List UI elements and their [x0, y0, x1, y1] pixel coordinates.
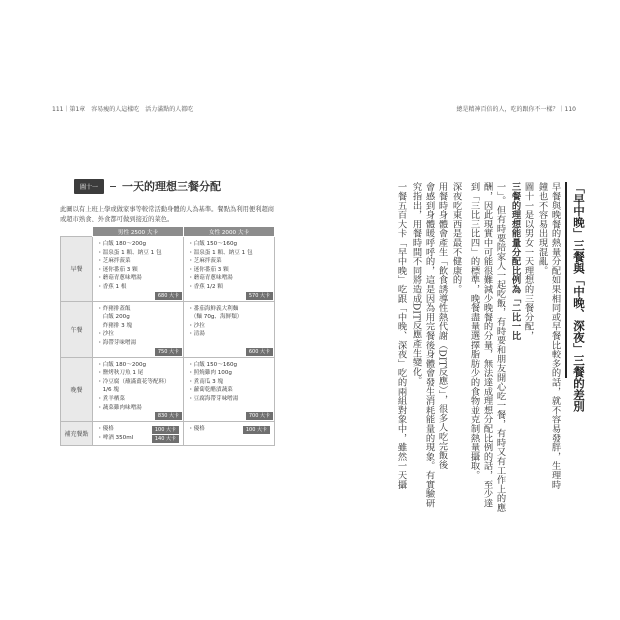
table-row: [61, 301, 275, 357]
col-header-male: 男性 2500 大卡: [93, 227, 184, 237]
menu-item: ・溫泉蛋 1 顆、納豆 1 包: [188, 249, 253, 256]
text-column: 深夜吃東西是最不健康的。: [450, 182, 462, 294]
kcal-badge: 700 大卡: [246, 412, 273, 420]
menu-item: ・豆腐海帶芽味噌湯: [188, 395, 239, 402]
snack-item: [97, 434, 179, 443]
row-label: 午餐: [61, 301, 93, 357]
kcal-badge: 100 大卡: [243, 426, 270, 434]
snack-item: [188, 425, 270, 434]
figure-heading: 一天的理想三餐分配: [122, 180, 222, 193]
figure-rule: [110, 186, 116, 187]
menu-item: ・香蕉 1 根: [97, 283, 127, 290]
menu-item: ・迷你番茄 3 顆: [188, 266, 229, 273]
text-column: 三餐的理想能量分配比例為「二比一比: [509, 182, 521, 341]
text-column: 到「三比三比四」的標準，晚餐盡量選擇脂肪少的食物並克制熱量攝取。: [468, 182, 480, 480]
menu-item: ・白飯 180～200g: [97, 361, 147, 368]
text-column: 一」。但有時要陪家人一起吃飯，有時要和朋友開心吃一餐，有時又有工作上的應: [494, 182, 506, 513]
kcal-badge: 140 大卡: [152, 435, 179, 443]
menu-item: ・炸豬排蓋飯: [97, 305, 131, 312]
kcal-badge: 600 大卡: [246, 348, 273, 356]
kcal-badge: 570 大卡: [246, 292, 273, 300]
row-label: 晚餐: [61, 357, 93, 422]
kcal-badge: 100 大卡: [152, 426, 179, 434]
text-column: 鐘也不容易出現混亂。: [536, 182, 548, 275]
menu-cell-female: [184, 301, 275, 357]
kcal-badge: 750 大卡: [155, 348, 182, 356]
text-column: 究指出，用餐時間不同將造成DIT反應產生變化。: [410, 182, 422, 386]
menu-cell-female: [184, 357, 275, 422]
snack-name: ・優格: [188, 426, 205, 433]
snack-cell-male: [93, 422, 184, 446]
menu-item: ・清湯: [188, 331, 205, 338]
table-row-snack: [61, 422, 275, 446]
menu-cell-male: [93, 357, 184, 422]
menu-item: ・香蕉 1/2 顆: [188, 283, 223, 290]
menu-item: ・迷你番茄 3 顆: [97, 266, 138, 273]
menu-cell-male: [93, 237, 184, 302]
figure-intro: 此圖以有上班上學或做家事等較常活動身體的人為基準。餐點為利用便利超商或超市熟食、外食都可做到接近的菜色。: [60, 206, 275, 223]
menu-item: ・鹽烤秋刀魚 1 尾: [97, 370, 144, 377]
kcal-badge: 830 大卡: [155, 412, 182, 420]
text-column: 會感到身體暖呼呼的，這是因為用完餐後身體會發生消耗能量的現象。有實驗研: [423, 182, 435, 508]
col-header-female: 女性 2000 大卡: [184, 227, 275, 237]
menu-item: ・煮南瓜 3 塊: [188, 378, 224, 385]
menu-item: ・蔬菜雞肉味噌湯: [97, 404, 142, 411]
table-corner: [61, 227, 93, 237]
menu-item: ・芝麻拌菠菜: [188, 258, 222, 265]
menu-item: ・蘿蔔乾醋漬蔬菜: [188, 387, 233, 394]
menu-item: ・蘑菇青蔥味噌湯: [188, 275, 233, 282]
snack-name: ・啤酒 350ml: [97, 435, 134, 442]
text-column: 圖十一是以男女一天理想的三餐分配，: [522, 182, 534, 341]
text-column: 用餐時身體會產生「飲食誘導性熱代謝（DIT反應）」，很多人吃完飯後: [436, 182, 448, 470]
menu-item: 1/6 塊: [97, 387, 119, 394]
menu-item: ・海帶芽味噌湯: [97, 339, 137, 346]
menu-item: ・白飯 180～200g: [97, 241, 147, 247]
page-header-right: 總是精神百倍的人，吃的跟你不一樣？｜110: [456, 106, 576, 113]
section-heading: 「早中晚」三餐與「中晚、深夜」三餐的差別: [572, 182, 586, 412]
text-column: 早餐與晚餐的熱量分配如果相同或早餐比較多的話，就不容易發胖，生理時: [549, 182, 561, 489]
menu-cell-female: [184, 237, 275, 302]
snack-cell-female: [184, 422, 275, 446]
menu-item: ・芝麻拌菠菜: [97, 258, 131, 265]
table-row: [61, 237, 275, 302]
meal-table: [60, 226, 275, 446]
menu-item: 炸豬排 3 塊: [97, 322, 133, 329]
menu-item: ・冷豆腐（蘸滿薑花等配料）: [97, 378, 170, 385]
heading-bar: [565, 182, 567, 378]
menu-item: ・照燒雞肉 100g: [188, 370, 232, 377]
page-header-left: 111｜第1章 容易瘦的人這樣吃 活力滿點的人都吃: [52, 106, 194, 113]
text-column: 酬，因此現實中可能很難減少晚餐的分量，無法達成理想分配比例的話，至少達: [481, 182, 493, 508]
text-column: 一餐五百大卡「早中晚」吃跟「中晚、深夜」吃的兩組對象中，雖然一天攝: [395, 182, 407, 489]
menu-item: （麵 70g、海鮮類）: [188, 314, 243, 321]
snack-item: [97, 425, 179, 434]
figure-title: [74, 178, 221, 194]
menu-item: ・沙拉: [97, 331, 114, 338]
snack-name: ・優格: [97, 426, 114, 433]
menu-cell-male: [93, 301, 184, 357]
menu-item: ・溫泉蛋 1 顆、納豆 1 包: [97, 249, 162, 256]
menu-item: 白飯 200g: [97, 314, 130, 321]
row-label: 補充餐點: [61, 422, 93, 446]
row-label: 早餐: [61, 237, 93, 302]
menu-item: ・白飯 150～160g: [188, 361, 238, 368]
menu-item: ・番茄海鮮義大利麵: [188, 305, 239, 312]
menu-item: ・蘑菇青蔥味噌湯: [97, 275, 142, 282]
menu-item: ・煮羊栖菜: [97, 395, 125, 402]
table-row: [61, 357, 275, 422]
kcal-badge: 680 大卡: [155, 292, 182, 300]
menu-item: ・白飯 150～160g: [188, 241, 238, 247]
figure-badge: 圖十一: [74, 179, 104, 194]
menu-item: ・沙拉: [188, 322, 205, 329]
